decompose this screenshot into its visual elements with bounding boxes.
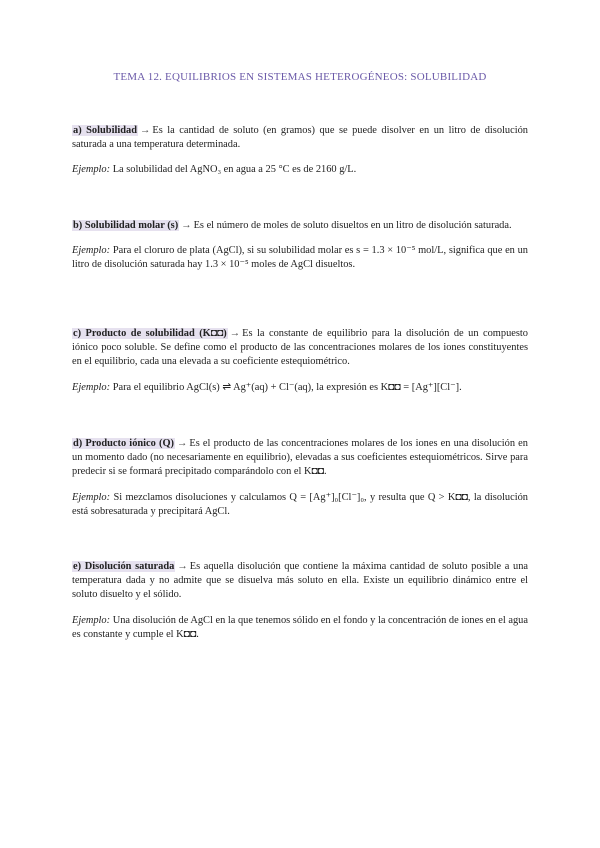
example-text: Para el cloruro de plata (AgCl), si su solubilidad molar es s = 1.3 × 10⁻⁵ mol/L, significa que en un litro de disolución saturada hay 1.3 × 10⁻⁵ moles de AgCl disueltos. [72, 245, 529, 271]
term-highlight: e) Disolución saturada [73, 561, 175, 572]
arrow-icon: → [229, 328, 241, 339]
section-producto-solubilidad [72, 327, 528, 395]
example-paragraph [72, 614, 528, 642]
example-text: Una disolución de AgCl en la que tenemos sólido en el fondo y la concentración de iones en el agua es constante y cumple el K◘◘. [72, 614, 528, 640]
page-title: TEMA 12. EQUILIBRIOS EN SISTEMAS HETEROGÉNEOS: SOLUBILIDAD [113, 71, 487, 83]
arrow-icon: → [177, 438, 188, 449]
definition-paragraph [72, 124, 528, 152]
definition-paragraph [72, 437, 528, 480]
example-label: Ejemplo: [72, 245, 111, 257]
arrow-icon: → [181, 220, 192, 231]
arrow-icon: → [139, 125, 151, 136]
example-paragraph [72, 381, 528, 395]
section-disolucion-saturada [72, 560, 528, 642]
definition-paragraph [72, 219, 528, 233]
term-highlight: c) Producto de solubilidad (K◘◘) [73, 328, 227, 339]
term-highlight: d) Producto iónico (Q) [73, 438, 175, 449]
term-highlight: b) Solubilidad molar (s) [73, 220, 179, 231]
section-solubilidad-molar [72, 219, 528, 273]
example-label: Ejemplo: [72, 614, 111, 626]
example-paragraph [72, 491, 528, 519]
example-text: Para el equilibrio AgCl(s) ⇌ Ag⁺(aq) + Cl⁻(aq), la expresión es K◘◘ = [Ag⁺][Cl⁻]. [112, 381, 462, 393]
example-label: Ejemplo: [72, 381, 111, 393]
example-label: Ejemplo: [72, 491, 111, 503]
section-solubilidad [72, 124, 528, 178]
definition-paragraph [72, 560, 528, 603]
definition-text: Es aquella disolución que contiene la máxima cantidad de soluto posible a una temperatura dada y no admite que se disuelva más soluto en ella. Existe un equilibrio dinámico entre el soluto disuelto y el sólido. [72, 561, 529, 601]
definition-text: Es el número de moles de soluto disueltos en un litro de disolución saturada. [193, 220, 512, 231]
example-paragraph [72, 163, 528, 177]
definition-text: Es la constante de equilibrio para la disolución de un compuesto iónico poco soluble. Se define como el producto de las concentraciones molares de los iones constituyentes en el equilibrio, cada una elevada a su coeficiente estequiométrico. [72, 328, 529, 368]
arrow-icon: → [177, 561, 188, 572]
example-text: La solubilidad del AgNO₃ en agua a 25 °C es de 2160 g/L. [112, 164, 357, 176]
example-text: Si mezclamos disoluciones y calculamos Q = [Ag⁺]₀[Cl⁻]₀, y resulta que Q > K◘◘, la disolución está sobresaturada y precipitará AgCl. [72, 491, 528, 517]
section-producto-ionico [72, 437, 528, 519]
example-label: Ejemplo: [72, 164, 111, 176]
definition-text: Es el producto de las concentraciones molares de los iones en una disolución en un momento dado (no necesariamente en equilibrio), elevadas a sus coeficientes estequiométricos. Sirve para predecir si se formará precipitado comparándolo con el K◘◘. [72, 438, 528, 478]
example-paragraph [72, 244, 528, 272]
definition-paragraph [72, 327, 528, 370]
term-highlight: a) Solubilidad [73, 125, 137, 136]
definition-text: Es la cantidad de soluto (en gramos) que se puede disolver en un litro de disolución saturada a una temperatura determinada. [72, 125, 528, 151]
